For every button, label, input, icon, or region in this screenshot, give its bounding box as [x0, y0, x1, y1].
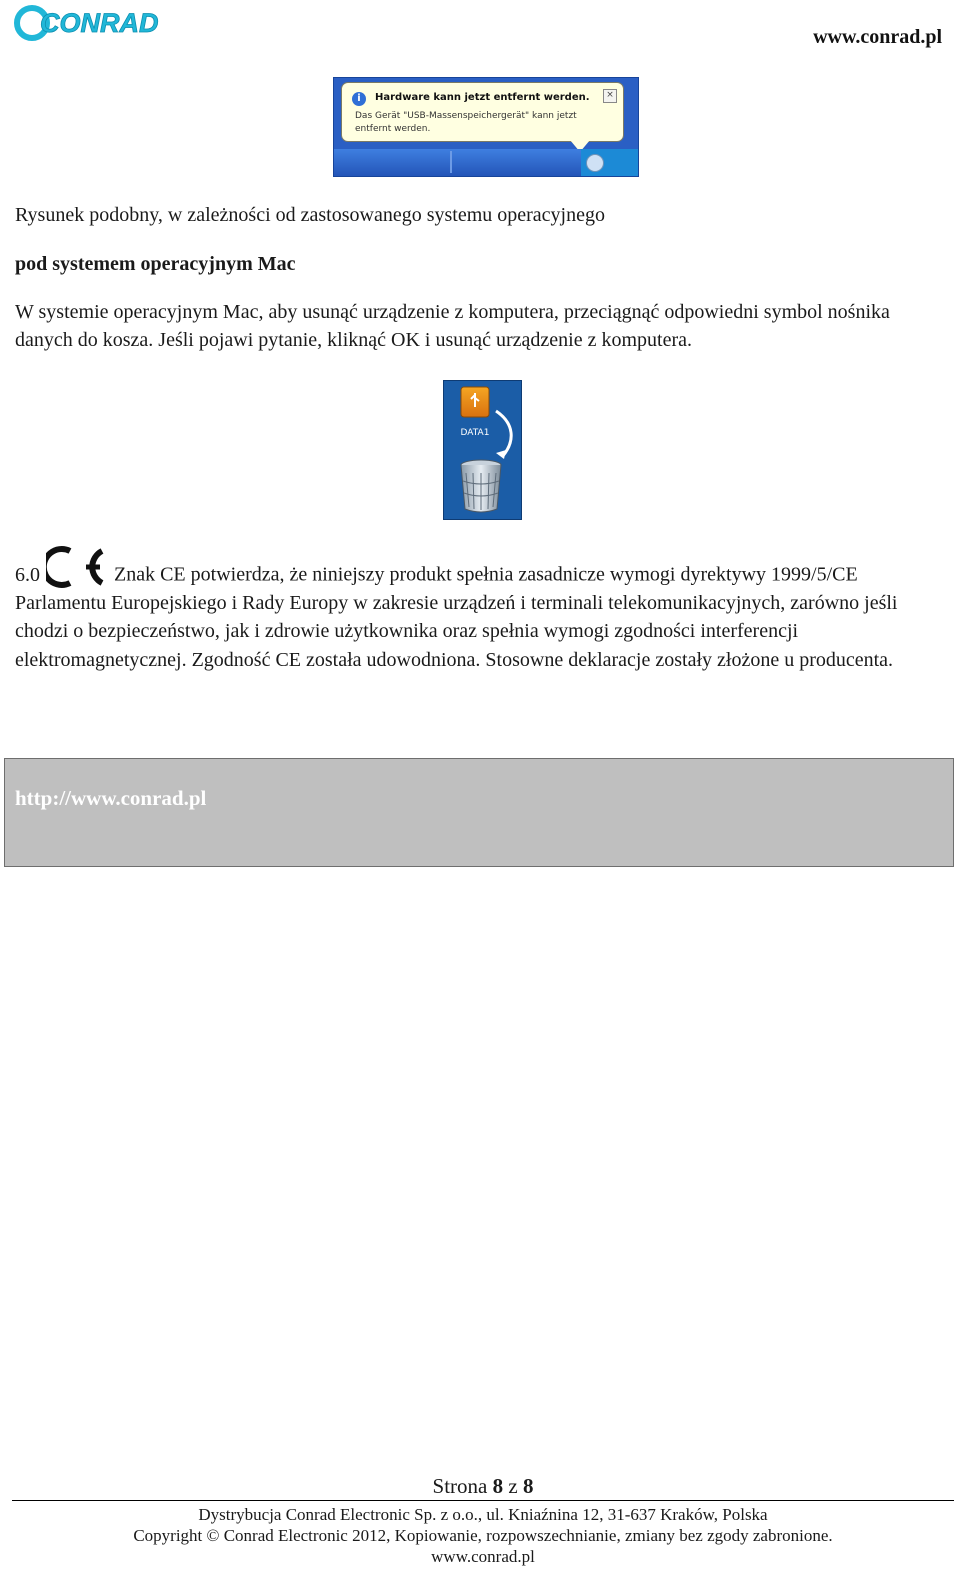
- conrad-link[interactable]: http://www.conrad.pl: [15, 786, 207, 810]
- ce-paragraph: [15, 545, 950, 674]
- close-icon[interactable]: ×: [603, 89, 617, 103]
- ce-paragraph-lead: Znak CE potwierdza, że niniejszy produkt spełnia zasadnicze wymogi dyrektywy: [114, 563, 767, 586]
- footer-divider: [12, 1500, 954, 1501]
- logo-text: CONRAD: [40, 8, 159, 38]
- figure-caption: Rysunek podobny, w zależności od zastosowanego systemu operacyjnego: [15, 204, 605, 226]
- notification-balloon: [341, 82, 624, 142]
- ce-mark-icon: [46, 545, 106, 589]
- conrad-logo: [14, 2, 164, 42]
- drag-arrow: [496, 411, 511, 457]
- section-number: 6.0: [15, 563, 40, 586]
- drive-label: DATA1: [460, 428, 490, 438]
- mac-drag-to-trash-illustration: [443, 380, 522, 520]
- footer-url[interactable]: www.conrad.pl: [431, 1547, 535, 1566]
- footer-copyright: Copyright © Conrad Electronic 2012, Kopiowanie, rozpowszechnianie, zmiany bez zgody zabronione.: [133, 1526, 833, 1545]
- windows-notification-screenshot: [333, 77, 639, 177]
- usb-tray-icon[interactable]: [586, 154, 604, 172]
- footer-distributor: Dystrybucja Conrad Electronic Sp. z o.o., ul. Kniaźnina 12, 31-637 Kraków, Polska: [198, 1505, 768, 1524]
- page-number: Strona 8 z 8: [432, 1474, 534, 1498]
- usb-drive-icon[interactable]: [461, 387, 489, 417]
- header-site-url[interactable]: www.conrad.pl: [813, 26, 942, 48]
- mac-section-heading: pod systemem operacyjnym Mac: [15, 253, 296, 275]
- mac-instructions-paragraph: W systemie operacyjnym Mac, aby usunąć urządzenie z komputera, przeciągnąć odpowiedni symbol nośnika danych do kosza. Jeśli pojawi pytanie, kliknąć OK i usunąć urządzenie z komputera.: [15, 301, 890, 351]
- url-banner: [4, 758, 954, 867]
- trash-icon[interactable]: [461, 460, 501, 512]
- ce-paragraph-body: 1999/5/CE Parlamentu Europejskiego i Rady Europy w zakresie urządzeń i terminali telekomunikacyjnych, zarówno jeśli chodzi o bezpieczeństwo, jak i zdrowie użytkownika oraz spełnia wymogi zgodności interferencji elektromagnetycznej. Zgodność CE została udowodniona. Stosowne deklaracje zostały złożone u producenta.: [15, 563, 898, 671]
- total-pages: 8: [522, 1474, 534, 1498]
- taskbar-separator: [450, 151, 452, 173]
- notification-title: Hardware kann jetzt entfernt werden.: [375, 92, 590, 103]
- info-icon: i: [352, 92, 366, 106]
- current-page: 8: [492, 1474, 504, 1498]
- notification-body: Das Gerät "USB-Massenspeichergerät" kann jetzt entfernt werden.: [355, 111, 577, 134]
